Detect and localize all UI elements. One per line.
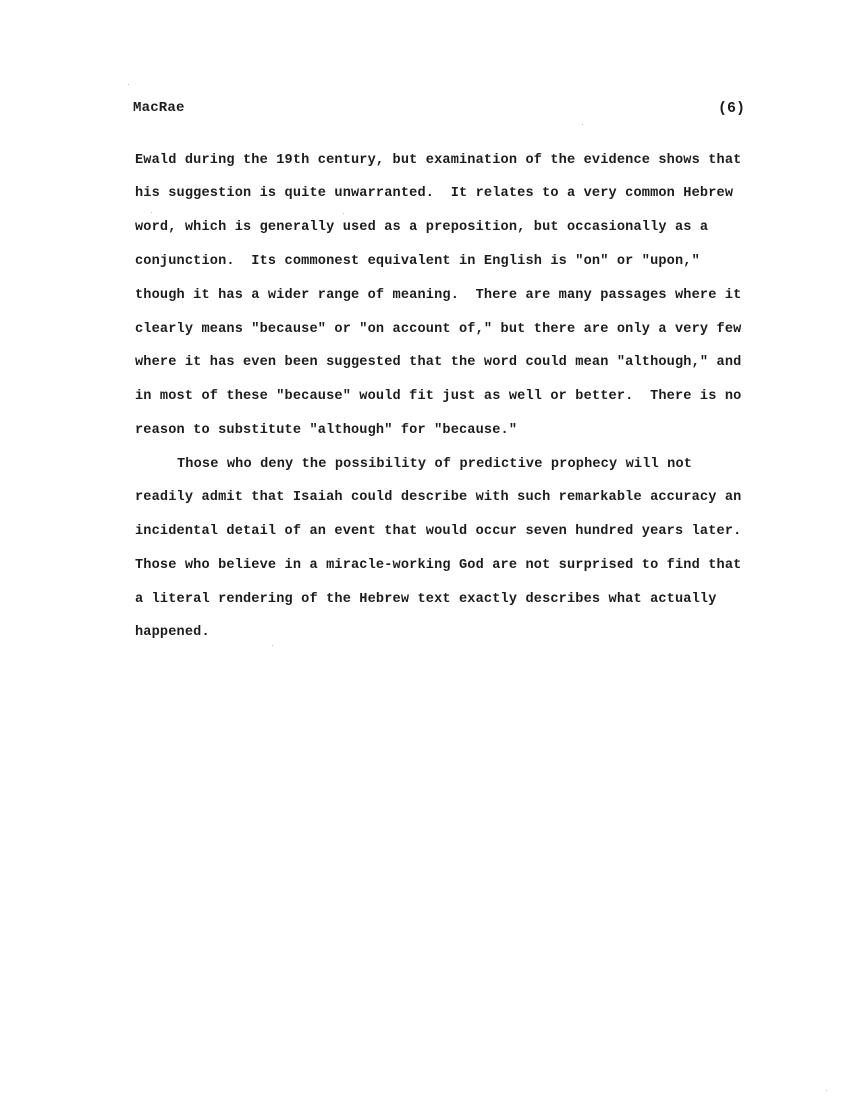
scan-speck <box>343 213 344 214</box>
scan-speck <box>151 212 152 213</box>
text-line: his suggestion is quite unwarranted. It relates to a very common Hebrew <box>135 186 734 201</box>
scan-speck <box>826 1090 827 1091</box>
text-line: Ewald during the 19th century, but examination of the evidence shows that <box>135 153 742 168</box>
scan-speck <box>272 645 273 646</box>
text-line: Those who believe in a miracle-working God are not surprised to find that <box>135 558 742 573</box>
text-line: incidental detail of an event that would occur seven hundred years later. <box>135 524 742 539</box>
page-number: (6) <box>718 100 746 117</box>
scan-speck <box>128 84 129 85</box>
text-line: clearly means "because" or "on account of," but there are only a very few <box>135 322 742 337</box>
text-line: a literal rendering of the Hebrew text exactly describes what actually <box>135 592 717 607</box>
scan-speck <box>582 124 583 125</box>
text-line: reason to substitute "although" for "because." <box>135 423 518 438</box>
text-line: though it has a wider range of meaning. There are many passages where it <box>135 288 742 303</box>
text-line: Those who deny the possibility of predictive prophecy will not <box>177 457 693 472</box>
running-header-author: MacRae <box>133 100 185 116</box>
text-line: conjunction. Its commonest equivalent in English is "on" or "upon," <box>135 254 700 269</box>
text-line: readily admit that Isaiah could describe with such remarkable accuracy an <box>135 490 742 505</box>
text-line: where it has even been suggested that the word could mean "although," and <box>135 355 742 370</box>
text-line: word, which is generally used as a preposition, but occasionally as a <box>135 220 709 235</box>
text-line: in most of these "because" would fit just as well or better. There is no <box>135 389 742 404</box>
text-line: happened. <box>135 625 210 640</box>
